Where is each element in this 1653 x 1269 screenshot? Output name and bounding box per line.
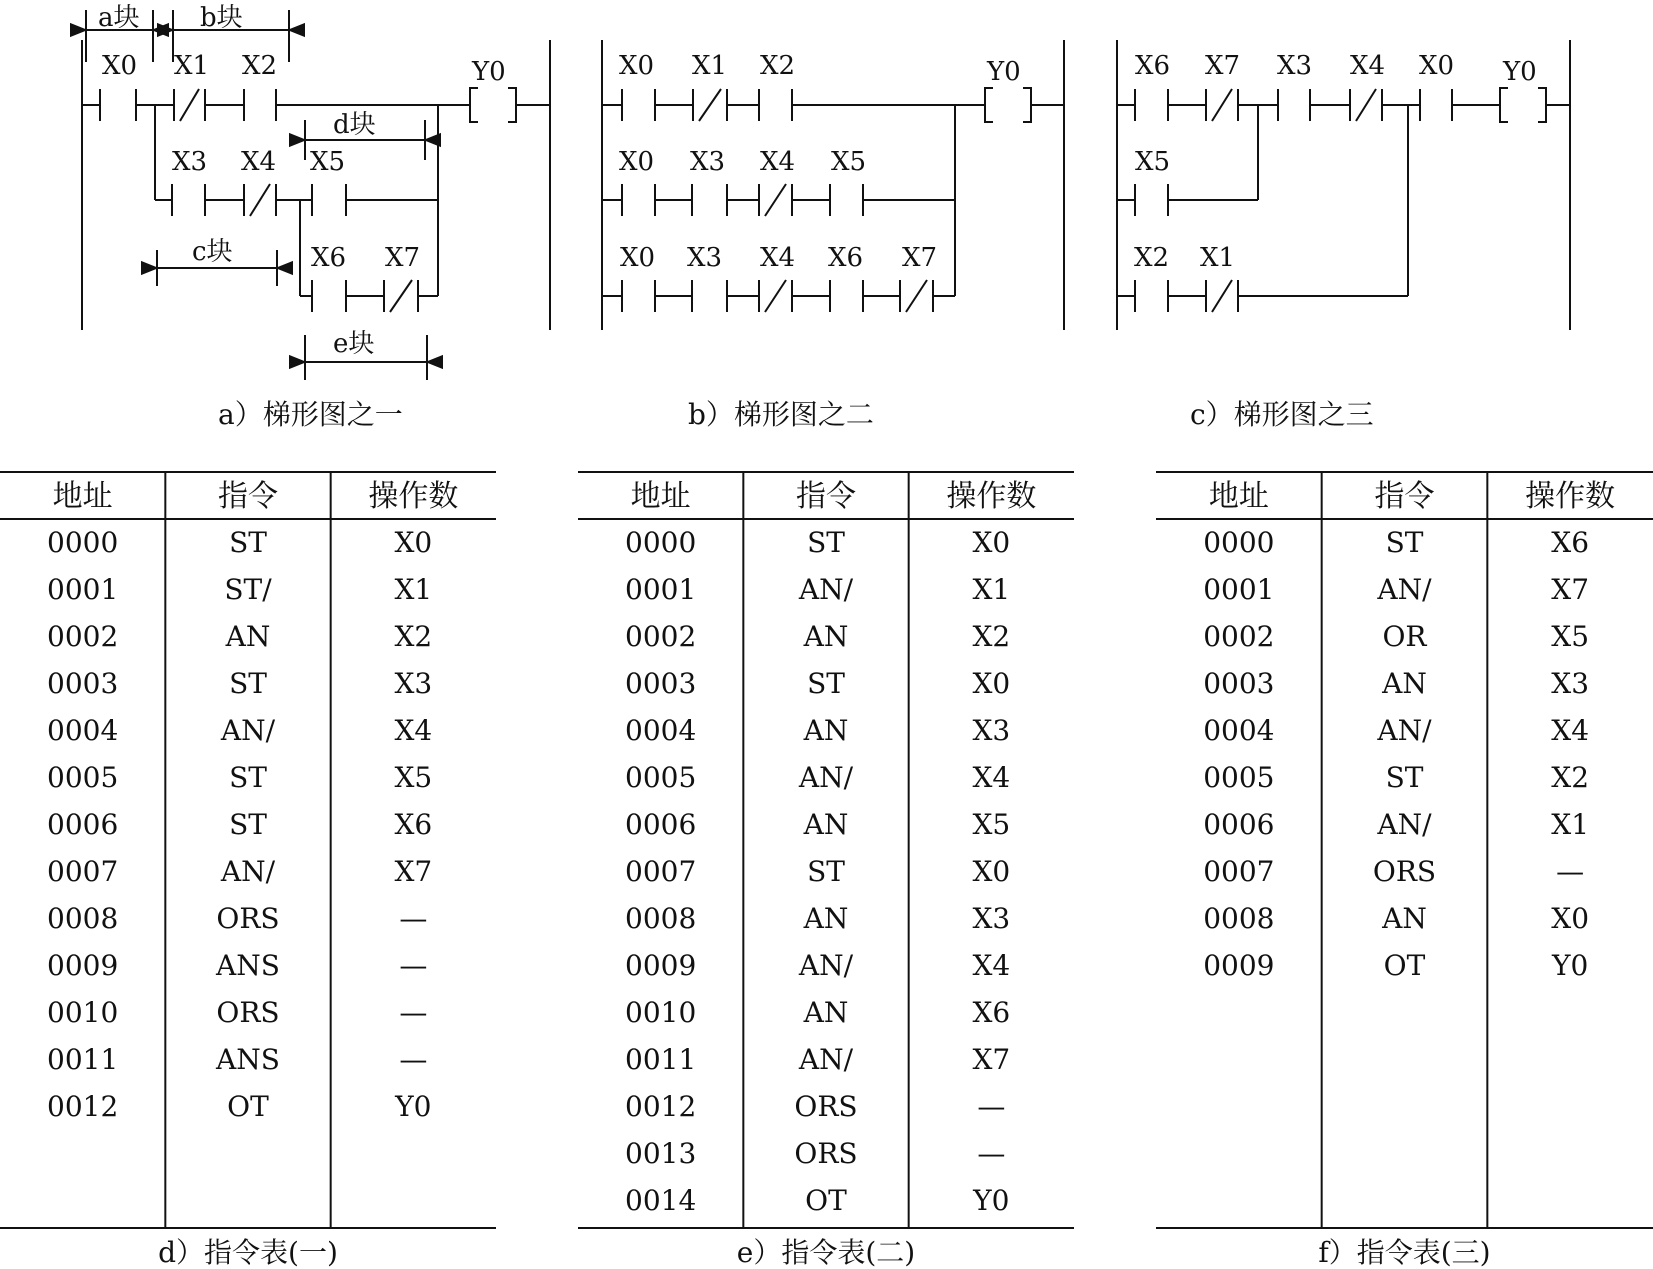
table-cell-table-e: AN [803,620,849,653]
table-cell-table-e: X2 [972,620,1011,653]
table-cell-table-e: ST [807,667,845,700]
caption-table-f: f）指令表(三) [1318,1236,1491,1269]
contact-label: X1 [692,51,728,81]
nc-contact-slash [180,89,199,121]
table-cell-table-d: Y0 [395,1090,432,1123]
table-cell-table-f: ST [1385,761,1424,794]
contact-label: X6 [828,243,864,273]
table-cell-table-e: AN [803,996,849,1029]
contact-label-x3: X3 [172,147,208,177]
contact-label: X0 [1419,51,1455,81]
coil-label-y0: Y0 [1503,57,1537,87]
table-cell-table-d: 0010 [47,996,119,1029]
table-cell-table-e: 0013 [625,1137,697,1170]
table-cell-table-e: 0005 [625,761,697,794]
caption-table-e: e）指令表(二) [736,1236,916,1269]
table-cell-table-d: X0 [394,526,433,559]
table-cell-table-f: 0007 [1203,855,1275,888]
table-cell-table-d: ST [229,761,267,794]
table-cell-table-d: ORS [216,996,280,1029]
ladder-c [1134,51,1537,431]
table-cell-table-f: ORS [1372,855,1437,888]
table-cell-table-e: 0002 [625,620,697,653]
table-cell-table-e: 0011 [625,1043,697,1076]
table-cell-table-d: — [399,949,428,982]
table-cell-table-e: AN/ [798,573,854,606]
table-cell-table-f: 0004 [1203,714,1275,747]
table-cell-table-f: — [1556,855,1585,888]
table-cell-table-e: ST [807,855,845,888]
block-a-label: a块 [98,3,140,33]
table-cell-table-f: X2 [1551,761,1590,794]
table-cell-table-d: AN [225,620,271,653]
column-header: 指令 [796,479,856,514]
table-cell-table-d: X2 [394,620,433,653]
table-cell-table-d: 0004 [47,714,119,747]
table-cell-table-e: 0012 [625,1090,697,1123]
table-cell-table-e: X5 [972,808,1011,841]
contact-label: X4 [760,243,796,273]
table-cell-table-d: 0012 [47,1090,119,1123]
table-cell-table-d: — [399,996,428,1029]
column-header: 指令 [1374,479,1435,514]
block-e-label: e块 [333,329,375,359]
table-cell-table-f: 0001 [1203,573,1275,606]
table-cell-table-e: X4 [972,949,1011,982]
contact-label: X4 [760,147,796,177]
table-cell-table-e: — [977,1137,1006,1170]
column-header: 操作数 [946,479,1037,514]
table-cell-table-d: — [399,1043,428,1076]
table-cell-table-d: 0011 [47,1043,119,1076]
contact-label-x6: X6 [311,243,347,273]
table-cell-table-d: 0006 [47,808,119,841]
contact-label: X6 [1135,51,1171,81]
table-cell-table-d: X7 [394,855,433,888]
table-cell-table-d: X1 [394,573,433,606]
table-cell-table-d: X4 [394,714,433,747]
table-cell-table-d: AN/ [220,855,276,888]
table-cell-table-f: X3 [1551,667,1590,700]
contact-label: X5 [1135,147,1171,177]
nc-contact-slash [906,280,927,312]
table-cell-table-e: AN [803,902,849,935]
table-cell-table-f: X0 [1551,902,1590,935]
table-cell-table-e: ST [807,526,845,559]
coil-right-bracket [508,88,516,122]
table-cell-table-d: 0005 [47,761,119,794]
table-cell-table-d: 0000 [47,526,119,559]
table-cell-table-e: 0007 [625,855,697,888]
table-cell-table-d: — [399,902,428,935]
contact-label-x1: X1 [174,51,210,81]
contact-label-x7: X7 [385,243,421,273]
table-cell-table-e: X6 [972,996,1011,1029]
contact-label: X2 [760,51,796,81]
table-cell-table-f: X6 [1551,526,1590,559]
ladder-diagrams [82,10,1570,380]
contact-label: X4 [1350,51,1386,81]
table-cell-table-e: 0009 [625,949,697,982]
table-cell-table-e: AN [803,714,849,747]
contact-label: X5 [831,147,867,177]
coil-label-y0: Y0 [987,57,1021,87]
table-cell-table-e: ORS [794,1090,858,1123]
table-cell-table-e: Y0 [973,1184,1010,1217]
table-cell-table-e: OT [805,1184,847,1217]
column-header: 指令 [218,479,278,514]
nc-contact-slash [250,184,270,216]
table-cell-table-d: OT [227,1090,269,1123]
table-cell-table-e: AN [803,808,849,841]
contact-label: X0 [619,147,655,177]
contact-label: X2 [1134,243,1170,273]
table-cell-table-f: X7 [1551,573,1590,606]
instruction-tables [0,472,1653,1269]
table-cell-table-d: 0009 [47,949,119,982]
contact-label: X0 [620,243,656,273]
nc-contact-slash [390,280,412,312]
caption-ladder-c: c）梯形图之三 [1190,398,1374,431]
table-cell-table-e: 0010 [625,996,697,1029]
table-cell-table-f: 0005 [1203,761,1275,794]
table-cell-table-d: 0001 [47,573,119,606]
table-cell-table-f: AN/ [1377,714,1432,747]
table-cell-table-e: AN/ [798,949,854,982]
column-header: 操作数 [368,479,459,514]
nc-contact-slash [765,280,786,312]
contact-label: X3 [690,147,726,177]
table-cell-table-e: 0006 [625,808,697,841]
table-cell-table-f: 0008 [1203,902,1275,935]
table-cell-table-f: 0000 [1203,526,1275,559]
table-cell-table-f: Y0 [1552,949,1589,982]
table-cell-table-f: X4 [1551,714,1590,747]
table-cell-table-d: ST [229,808,267,841]
table-cell-table-f: AN [1382,667,1427,700]
table-cell-table-e: ORS [794,1137,858,1170]
coil-left-bracket [1500,88,1508,122]
table-cell-table-e: 0008 [625,902,697,935]
table-cell-table-e: X3 [972,714,1011,747]
table-cell-table-f: OR [1382,620,1427,653]
table-cell-table-d: 0008 [47,902,119,935]
contact-label: X3 [687,243,723,273]
table-cell-table-f: 0006 [1203,808,1275,841]
ladder-b [619,51,1021,431]
nc-contact-slash [1212,280,1232,312]
contact-label: X1 [1200,243,1236,273]
block-c-label: c块 [192,237,233,267]
table-cell-table-d: 0007 [47,855,119,888]
table-cell-table-d: AN/ [220,714,276,747]
table-cell-table-f: AN/ [1377,573,1432,606]
table-cell-table-f: X1 [1551,808,1590,841]
table-cell-table-f: 0003 [1203,667,1275,700]
table-cell-table-e: — [977,1090,1006,1123]
table-cell-table-e: AN/ [798,761,854,794]
coil-label-y0: Y0 [472,57,506,87]
column-header: 地址 [630,479,691,514]
nc-contact-slash [1356,89,1376,121]
coil-left-bracket [985,88,993,122]
table-cell-table-f: AN/ [1377,808,1432,841]
table-cell-table-f: OT [1383,949,1426,982]
table-cell-table-f: AN [1382,902,1427,935]
column-header: 地址 [1208,479,1269,514]
table-cell-table-e: AN/ [798,1043,854,1076]
table-cell-table-e: X1 [972,573,1011,606]
table-cell-table-e: 0014 [625,1184,697,1217]
table-cell-table-f: 0002 [1203,620,1275,653]
contact-label-x5: X5 [310,147,346,177]
table-cell-table-d: ST/ [224,573,272,606]
coil-right-bracket [1538,88,1546,122]
coil-right-bracket [1023,88,1031,122]
caption-ladder-a: a）梯形图之一 [218,398,403,431]
table-cell-table-d: ST [229,667,267,700]
table-cell-table-d: ST [229,526,267,559]
table-cell-table-f: ST [1385,526,1424,559]
contact-label: X7 [1205,51,1241,81]
coil-left-bracket [470,88,478,122]
table-cell-table-e: 0001 [625,573,697,606]
table-cell-table-e: X0 [972,526,1011,559]
contact-label: X3 [1277,51,1313,81]
ladder-a [98,3,506,431]
nc-contact-slash [1212,89,1232,121]
contact-label-x2: X2 [242,51,278,81]
column-header: 地址 [52,479,113,514]
table-cell-table-d: ANS [216,1043,280,1076]
table-cell-table-d: X6 [394,808,433,841]
caption-ladder-b: b）梯形图之二 [688,398,874,431]
contact-label: X7 [902,243,938,273]
table-cell-table-e: X4 [972,761,1011,794]
table-cell-table-e: X7 [972,1043,1011,1076]
table-cell-table-d: ANS [216,949,280,982]
table-cell-table-d: 0003 [47,667,119,700]
column-header: 操作数 [1525,479,1616,514]
table-cell-table-f: 0009 [1203,949,1275,982]
table-cell-table-e: X0 [972,855,1011,888]
table-cell-table-e: 0000 [625,526,697,559]
block-d-label: d块 [333,110,376,140]
table-cell-table-d: ORS [216,902,280,935]
caption-table-d: d）指令表(一) [158,1236,338,1269]
nc-contact-slash [765,184,786,216]
table-cell-table-d: X3 [394,667,433,700]
contact-label-x0: X0 [102,51,138,81]
contact-label-x4: X4 [241,147,277,177]
table-cell-table-e: 0003 [625,667,697,700]
table-cell-table-d: X5 [394,761,433,794]
table-cell-table-e: 0004 [625,714,697,747]
table-cell-table-e: X3 [972,902,1011,935]
table-cell-table-f: X5 [1551,620,1590,653]
contact-label: X0 [619,51,655,81]
table-cell-table-d: 0002 [47,620,119,653]
nc-contact-slash [699,89,721,121]
table-cell-table-e: X0 [972,667,1011,700]
block-b-label: b块 [200,3,243,33]
